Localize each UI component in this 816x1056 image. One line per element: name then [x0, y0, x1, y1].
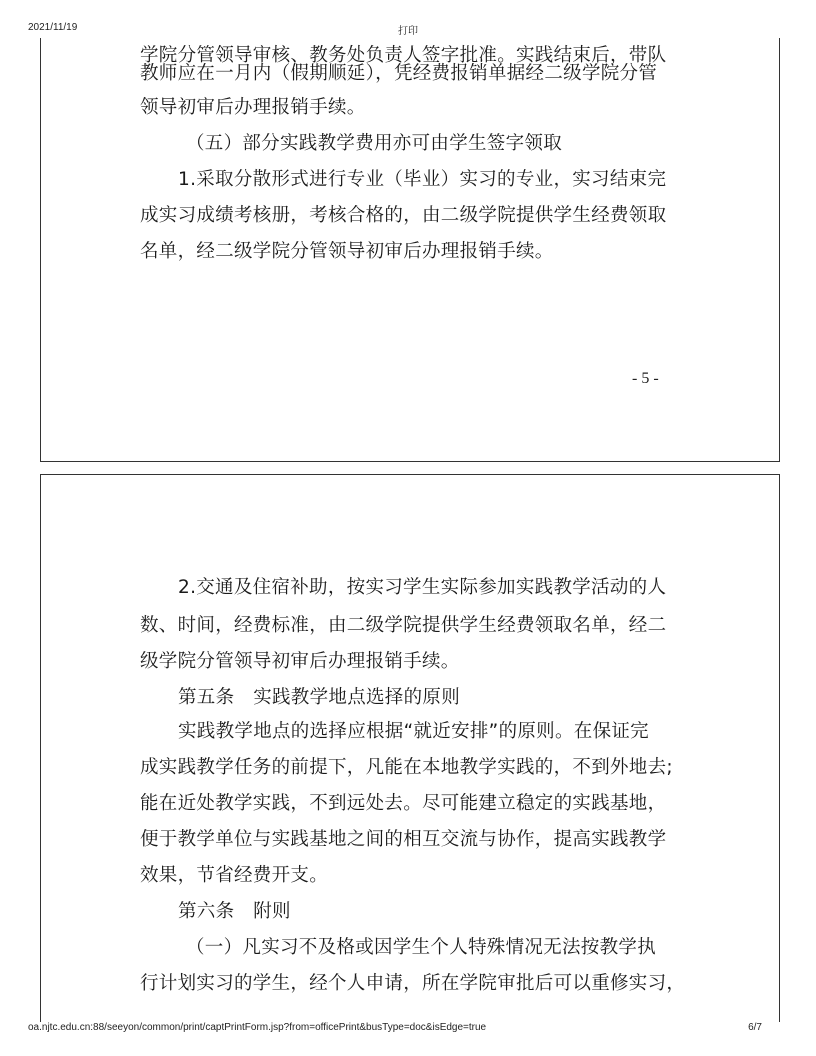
paragraph-line: 实践教学地点的选择应根据“就近安排”的原则。在保证完 — [178, 721, 649, 742]
paragraph-line: 学院分管领导审核、教务处负责人签字批准。实践结束后，带队 — [140, 45, 667, 66]
page-number: - 5 - — [632, 370, 659, 387]
print-url: oa.njtc.edu.cn:88/seeyon/common/print/captPrintForm.jsp?from=officePrint&busType=doc&isEdge=true — [28, 1022, 487, 1033]
print-page-count: 6/7 — [748, 1022, 762, 1033]
paragraph-line: （一）凡实习不及格或因学生个人特殊情况无法按教学执 — [186, 937, 657, 958]
paragraph-line: 级学院分管领导初审后办理报销手续。 — [140, 651, 460, 672]
section-heading: （五）部分实践教学费用亦可由学生签字领取 — [186, 133, 563, 154]
paragraph-line: 效果，节省经费开支。 — [140, 865, 329, 886]
paragraph-line: 数、时间，经费标准，由二级学院提供学生经费领取名单，经二 — [140, 615, 667, 636]
paragraph-line: 2.交通及住宿补助，按实习学生实际参加实践教学活动的人 — [178, 577, 667, 598]
paragraph-line: 便于教学单位与实践基地之间的相互交流与协作，提高实践教学 — [140, 829, 667, 850]
print-title: 打印 — [398, 26, 418, 37]
article-heading: 第六条 附则 — [178, 901, 291, 922]
paragraph-line: 能在近处教学实践，不到远处去。尽可能建立稳定的实践基地， — [140, 793, 667, 814]
paragraph-line: 1.采取分散形式进行专业（毕业）实习的专业，实习结束完 — [178, 169, 667, 190]
article-heading: 第五条 实践教学地点选择的原则 — [178, 687, 461, 708]
print-date: 2021/11/19 — [28, 22, 78, 33]
paragraph-line: 成实习成绩考核册，考核合格的，由二级学院提供学生经费领取 — [140, 205, 667, 226]
paragraph-line: 成实践教学任务的前提下，凡能在本地教学实践的，不到外地去; — [140, 757, 673, 778]
paragraph-line: 名单，经二级学院分管领导初审后办理报销手续。 — [140, 241, 554, 262]
paragraph-line: 教师应在一月内（假期顺延），凭经费报销单据经二级学院分管 — [140, 63, 658, 84]
paragraph-line: 行计划实习的学生，经个人申请，所在学院审批后可以重修实习， — [140, 973, 686, 994]
paragraph-line: 领导初审后办理报销手续。 — [140, 97, 366, 118]
